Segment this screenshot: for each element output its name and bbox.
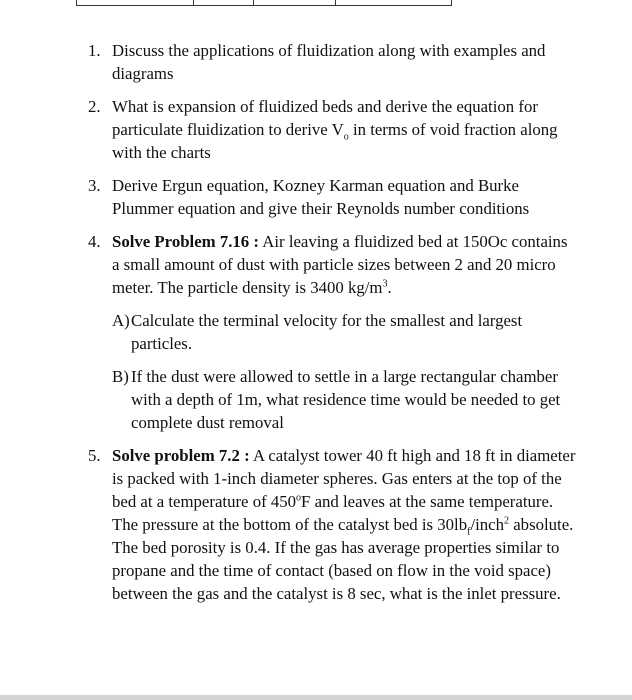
question-4 bbox=[88, 230, 576, 434]
superscript: 3 bbox=[382, 278, 388, 290]
question-number: 2. bbox=[88, 97, 101, 116]
question-2 bbox=[88, 95, 576, 164]
question-list bbox=[88, 39, 576, 615]
question-1 bbox=[88, 39, 576, 85]
question-text: . bbox=[387, 278, 392, 297]
question-number: 1. bbox=[88, 41, 101, 60]
top-table-fragment bbox=[76, 0, 452, 6]
question-text: /inch bbox=[470, 515, 505, 534]
question-number: 4. bbox=[88, 232, 101, 251]
sub-question-letter: A) bbox=[112, 311, 130, 330]
table-column-divider bbox=[335, 0, 336, 5]
sub-question-text: If the dust were allowed to settle in a large rectangular chamber with a depth of 1m, what residence time would be needed to get complete dust removal bbox=[131, 367, 561, 432]
question-number: 5. bbox=[88, 446, 101, 465]
question-text: Air leaving a fluidized bed at 150Oc contains a small amount of dust with particle sizes between 2 and 20 micro meter. The particle density is 3400 kg/m bbox=[112, 232, 568, 297]
question-text: F and leaves at the same temperature. The pressure at the bottom of the catalyst bed is 30lb bbox=[112, 492, 554, 534]
sub-question-b bbox=[112, 365, 576, 434]
unit-subscript: f bbox=[467, 526, 471, 538]
question-text: A catalyst tower 40 ft high and 18 ft in diameter is packed with 1-inch diameter spheres. Gas enters at the top of the bed at a temperature of 450 bbox=[112, 446, 576, 511]
question-3 bbox=[88, 174, 576, 220]
question-text: absolute. The bed porosity is 0.4. If the gas has average properties similar to propane and the time of contact (based on flow in the void space) between the gas and the catalyst is 8 sec, what is the inlet pressure. bbox=[112, 515, 574, 603]
question-number: 3. bbox=[88, 176, 101, 195]
problem-label: Solve problem 7.2 : bbox=[112, 446, 250, 465]
sub-question-letter: B) bbox=[112, 367, 129, 386]
page-bottom-divider bbox=[0, 695, 632, 700]
problem-label: Solve Problem 7.16 : bbox=[112, 232, 259, 251]
sub-question-text: Calculate the terminal velocity for the smallest and largest particles. bbox=[131, 311, 523, 353]
table-column-divider bbox=[193, 0, 194, 5]
question-text: in terms of void fraction along with the charts bbox=[112, 120, 558, 162]
degree-superscript: o bbox=[296, 492, 302, 504]
table-column-divider bbox=[253, 0, 254, 5]
question-5 bbox=[88, 444, 576, 605]
unit-superscript: 2 bbox=[504, 515, 510, 527]
question-text: What is expansion of fluidized beds and derive the equation for particulate fluidization to derive V bbox=[112, 97, 538, 139]
question-text: Discuss the applications of fluidization along with examples and diagrams bbox=[112, 41, 546, 83]
question-text: Derive Ergun equation, Kozney Karman equation and Burke Plummer equation and give their Reynolds number conditions bbox=[112, 176, 530, 218]
sub-question-a bbox=[112, 309, 576, 355]
subscript: o bbox=[343, 131, 349, 143]
